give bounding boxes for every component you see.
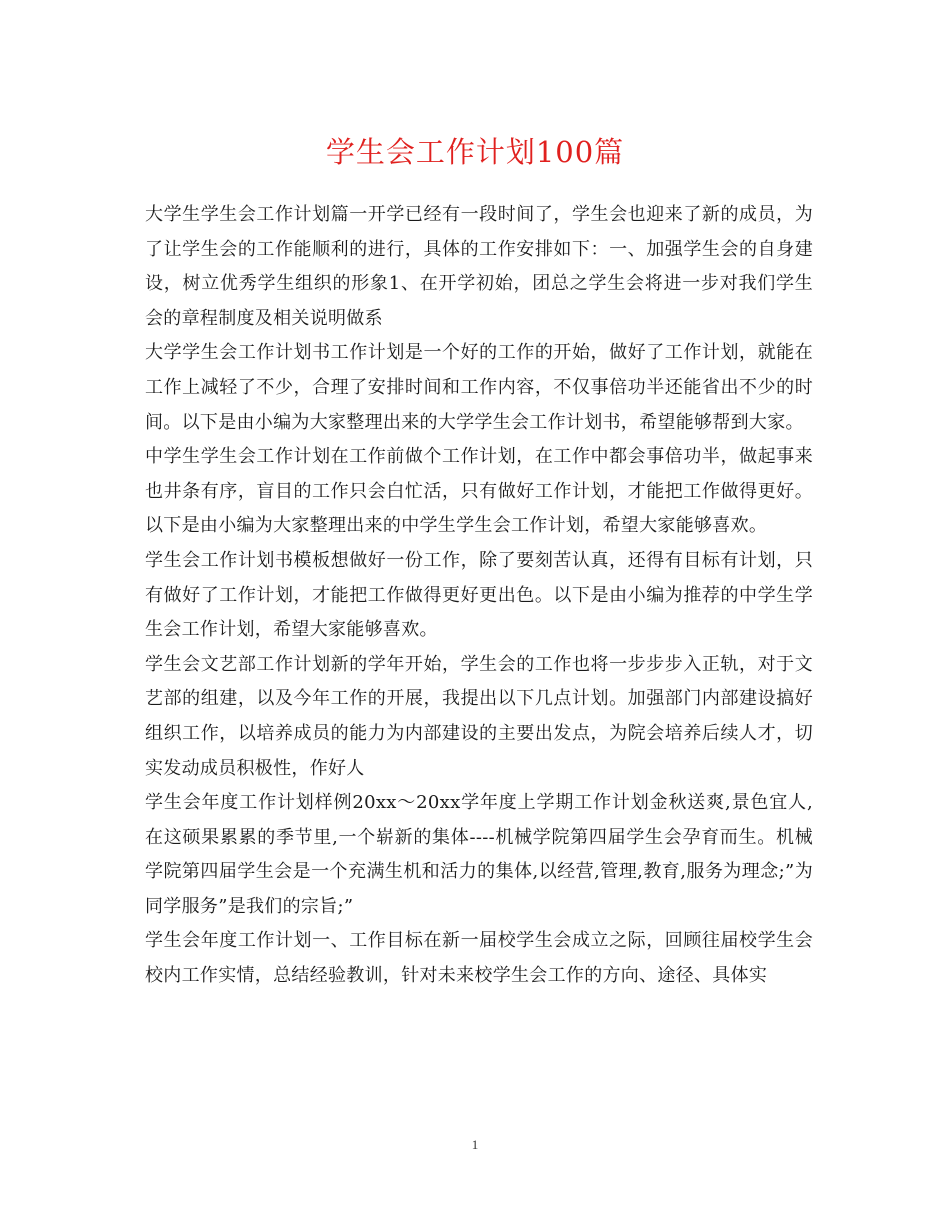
page-number: 1 <box>471 1137 479 1152</box>
paragraph: 学生会工作计划书模板想做好一份工作，除了要刻苦认真，还得有目标有计划，只有做好了工作计划，才能把工作做得更好更出色。以下是由小编为推荐的中学生学生会工作计划，希望大家能够喜欢。 <box>145 549 813 641</box>
paragraph: 大学学生会工作计划书工作计划是一个好的工作的开始，做好了工作计划，就能在工作上减轻了不少，合理了安排时间和工作内容，不仅事倍功半还能省出不少的时间。以下是由小编为大家整理出来的大学学生会工作计划书，希望能够帮到大家。 <box>145 342 813 433</box>
paragraph: 中学生学生会工作计划在工作前做个工作计划，在工作中都会事倍功半，做起事来也井条有序，盲目的工作只会白忙活，只有做好工作计划，才能把工作做得更好。以下是由小编为大家整理出来的中学生学生会工作计划，希望大家能够喜欢。 <box>145 446 813 537</box>
paragraph: 大学生学生会工作计划篇一开学已经有一段时间了，学生会也迎来了新的成员，为了让学生会的工作能顺利的进行，具体的工作安排如下：一、加强学生会的自身建设，树立优秀学生组织的形象1、在开学初始，团总之学生会将进一步对我们学生会的章程制度及相关说明做系 <box>145 204 813 329</box>
paragraph: 学生会年度工作计划样例20xx～20xx学年度上学期工作计划金秋送爽,景色宜人,在这硕果累累的季节里,一个崭新的集体----机械学院第四届学生会孕育而生。机械学院第四届学生会是一个充满生机和活力的集体,以经营,管理,教育,服务为理念;”为同学服务”是我们的宗旨;” <box>145 792 813 917</box>
document-body <box>145 198 813 994</box>
paragraph: 学生会年度工作计划一、工作目标在新一届校学生会成立之际，回顾往届校学生会校内工作实情，总结经验教训，针对未来校学生会工作的方向、途径、具体实 <box>145 930 813 987</box>
document-title: 学生会工作计划100篇 <box>325 135 625 169</box>
paragraph: 学生会文艺部工作计划新的学年开始，学生会的工作也将一步步步入正轨，对于文艺部的组建，以及今年工作的开展，我提出以下几点计划。加强部门内部建设搞好组织工作，以培养成员的能力为内部建设的主要出发点，为院会培养后续人才，切实发动成员积极性，作好人 <box>145 653 813 779</box>
